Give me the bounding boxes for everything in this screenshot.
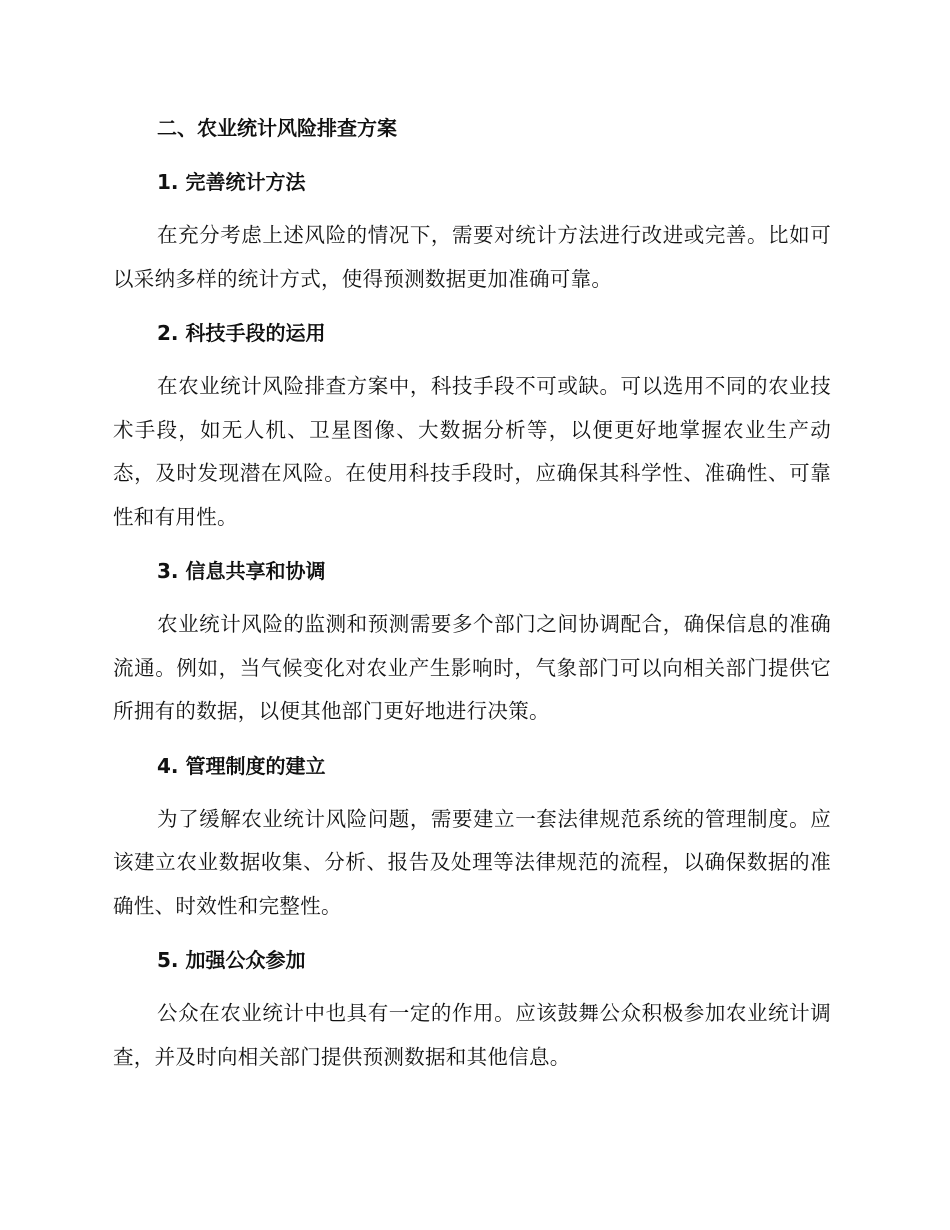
section-2 — [113, 311, 831, 539]
document-content — [113, 106, 831, 1079]
document-title: 二、农业统计风险排查方案 — [157, 116, 397, 140]
section-1 — [113, 160, 831, 301]
section-paragraph: 公众在农业统计中也具有一定的作用。应该鼓舞公众积极参加农业统计调查，并及时向相关部门提供预测数据和其他信息。 — [113, 1001, 831, 1069]
section-heading: 2. 科技手段的运用 — [157, 321, 326, 345]
section-paragraph: 为了缓解农业统计风险问题，需要建立一套法律规范系统的管理制度。应该建立农业数据收集、分析、报告及处理等法律规范的流程，以确保数据的准确性、时效性和完整性。 — [113, 806, 831, 918]
section-heading: 3. 信息共享和协调 — [157, 559, 326, 583]
section-5 — [113, 938, 831, 1079]
section-heading: 1. 完善统计方法 — [157, 170, 306, 194]
section-3 — [113, 549, 831, 734]
section-paragraph: 在充分考虑上述风险的情况下，需要对统计方法进行改进或完善。比如可以采纳多样的统计方式，使得预测数据更加准确可靠。 — [113, 223, 831, 291]
section-paragraph: 农业统计风险的监测和预测需要多个部门之间协调配合，确保信息的准确流通。例如，当气候变化对农业产生影响时，气象部门可以向相关部门提供它所拥有的数据，以便其他部门更好地进行决策。 — [113, 612, 831, 723]
section-heading: 5. 加强公众参加 — [157, 948, 306, 972]
section-4 — [113, 744, 831, 929]
section-paragraph: 在农业统计风险排查方案中，科技手段不可或缺。可以选用不同的农业技术手段，如无人机、卫星图像、大数据分析等，以便更好地掌握农业生产动态，及时发现潜在风险。在使用科技手段时，应确保其科学性、准确性、可靠性和有用性。 — [113, 374, 831, 529]
section-heading: 4. 管理制度的建立 — [157, 753, 326, 778]
